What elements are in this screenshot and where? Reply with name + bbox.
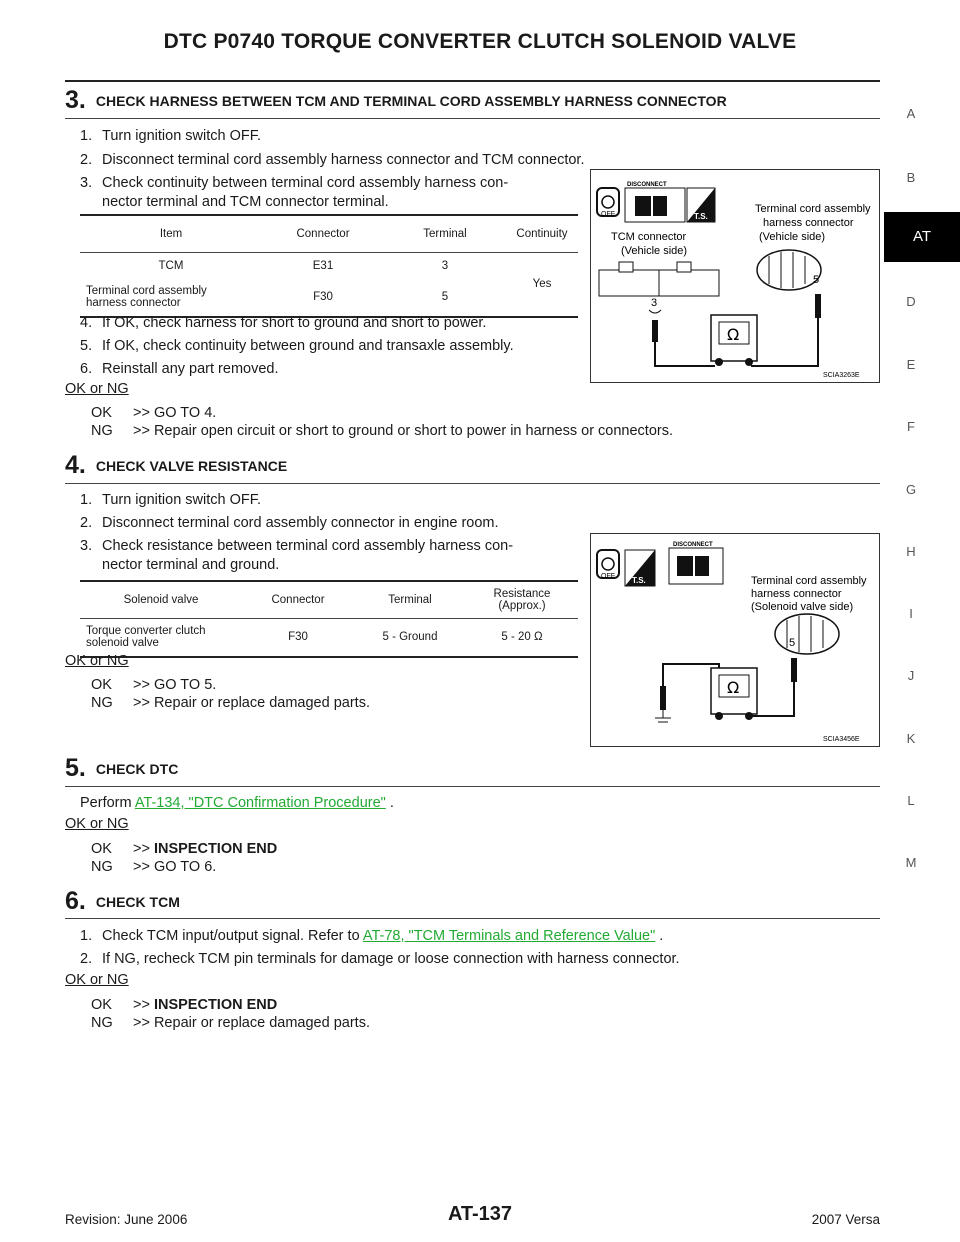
- table-row: Terminal cord assembly harness connector F30 5: [86, 285, 449, 309]
- ok-or-ng-label: OK or NG: [65, 653, 129, 669]
- side-tab-e[interactable]: E: [906, 357, 916, 372]
- link-dtc-confirmation[interactable]: AT-134, "DTC Confirmation Procedure": [134, 795, 386, 811]
- page-title: DTC P0740 TORQUE CONVERTER CLUTCH SOLENOID VALVE: [163, 30, 797, 53]
- table-row: Torque converter clutch solenoid valve F30 5 - Ground 5 - 20 Ω: [86, 625, 543, 650]
- section-title: CHECK DTC: [95, 761, 179, 777]
- section-rule: [65, 786, 880, 787]
- section-4-heading: [65, 451, 880, 480]
- side-tab-b[interactable]: B: [906, 170, 916, 185]
- step: 1. Check TCM input/output signal. Refer to AT-78, "TCM Terminals and Reference Value" .: [80, 928, 664, 944]
- svg-text:harness connector: harness connector: [751, 588, 842, 600]
- wiring-diagram: [591, 170, 879, 382]
- svg-text:TCM connector: TCM connector: [611, 231, 687, 243]
- result-ng: NG >> Repair or replace damaged parts.: [91, 1015, 370, 1031]
- footer-model: 2007 Versa: [811, 1212, 880, 1227]
- svg-text:3: 3: [651, 297, 658, 309]
- continuity-table: [80, 214, 578, 318]
- step: 1. Turn ignition switch OFF.: [80, 128, 262, 144]
- table-header: Resistance (Approx.): [466, 581, 578, 619]
- svg-text:harness connector: harness connector: [763, 217, 854, 229]
- section-rule: [65, 483, 880, 484]
- table-header: Item: [80, 215, 262, 253]
- step: 2. Disconnect terminal cord assembly harness connector and TCM connector.: [80, 152, 585, 168]
- svg-text:T.S.: T.S.: [632, 576, 646, 585]
- side-tab-m[interactable]: M: [905, 855, 917, 870]
- section-title: CHECK VALVE RESISTANCE: [95, 458, 288, 474]
- result-ng: NG >> Repair or replace damaged parts.: [91, 695, 370, 711]
- table-header: Terminal: [384, 215, 506, 253]
- result-ng: NG >> GO TO 6.: [91, 859, 217, 875]
- step: 2. If NG, recheck TCM pin terminals for damage or loose connection with harness connector.: [80, 951, 680, 967]
- svg-text:DISCONNECT: DISCONNECT: [627, 182, 667, 188]
- section-number: 5.: [65, 754, 86, 782]
- svg-text:(Solenoid valve side): (Solenoid valve side): [751, 601, 854, 613]
- result-ok: OK >> INSPECTION END: [91, 841, 278, 857]
- step-cont: nector terminal and ground.: [102, 557, 280, 573]
- side-tab-j[interactable]: J: [907, 668, 915, 683]
- table-header: Connector: [242, 581, 354, 619]
- svg-text:SCIA3456E: SCIA3456E: [823, 736, 860, 743]
- section-rule: [65, 118, 880, 119]
- footer-revision: Revision: June 2006: [65, 1212, 188, 1227]
- result-ok: OK >> GO TO 5.: [91, 677, 217, 693]
- continuity-value: Yes: [532, 278, 552, 291]
- svg-text:Terminal cord assembly: Terminal cord assembly: [755, 203, 871, 215]
- step: 1. Turn ignition switch OFF.: [80, 492, 262, 508]
- result-ok: OK >> GO TO 4.: [91, 405, 217, 421]
- table-header: Terminal: [354, 581, 466, 619]
- step: 3. Check resistance between terminal cord assembly harness con-: [80, 538, 514, 554]
- section-number: 6.: [65, 887, 86, 915]
- table-header: Solenoid valve: [80, 581, 242, 619]
- section-3-heading: [65, 86, 880, 115]
- svg-text:5: 5: [789, 637, 796, 649]
- step-cont: nector terminal and TCM connector terminal.: [102, 194, 389, 210]
- result-ok: OK >> INSPECTION END: [91, 997, 278, 1013]
- side-tab-h[interactable]: H: [906, 544, 916, 559]
- side-tab-i[interactable]: I: [909, 606, 913, 621]
- svg-text:DISCONNECT: DISCONNECT: [673, 542, 713, 548]
- side-tab-g[interactable]: G: [905, 482, 917, 497]
- step: 5. If OK, check continuity between ground and transaxle assembly.: [80, 338, 514, 354]
- svg-text:(Vehicle side): (Vehicle side): [759, 231, 826, 243]
- step: 4. If OK, check harness for short to ground and short to power.: [80, 315, 487, 331]
- svg-text:OFF: OFF: [601, 211, 615, 218]
- footer-page-number: AT-137: [447, 1203, 513, 1225]
- step: 3. Check continuity between terminal cord assembly harness con-: [80, 175, 509, 191]
- header-rule: [65, 80, 880, 82]
- figure-resistance-check: [590, 533, 880, 747]
- figure-continuity-check: [590, 169, 880, 383]
- section-title: CHECK HARNESS BETWEEN TCM AND TERMINAL CORD ASSEMBLY HARNESS CONNECTOR: [95, 93, 727, 109]
- svg-text:SCIA3263E: SCIA3263E: [823, 372, 860, 379]
- step: 6. Reinstall any part removed.: [80, 361, 279, 377]
- svg-text:Ω: Ω: [727, 325, 740, 344]
- side-tab-k[interactable]: K: [906, 731, 916, 746]
- side-tab-d[interactable]: D: [906, 294, 916, 309]
- table-header: Connector: [262, 215, 384, 253]
- svg-text:T.S.: T.S.: [694, 212, 708, 221]
- side-tab-f[interactable]: F: [907, 419, 915, 434]
- svg-text:Ω: Ω: [727, 678, 740, 697]
- side-tab-l[interactable]: L: [907, 793, 915, 808]
- section-number: 4.: [65, 451, 86, 479]
- section-rule: [65, 918, 880, 919]
- step: 2. Disconnect terminal cord assembly connector in engine room.: [80, 515, 499, 531]
- resistance-table: [80, 580, 578, 658]
- ok-or-ng-label: OK or NG: [65, 816, 129, 832]
- section-number: 3.: [65, 86, 86, 114]
- ok-or-ng-label: OK or NG: [65, 381, 129, 397]
- link-tcm-terminals[interactable]: AT-78, "TCM Terminals and Reference Value": [362, 928, 656, 944]
- side-tab-at[interactable]: AT: [884, 212, 960, 262]
- svg-text:5: 5: [813, 274, 820, 286]
- svg-text:Terminal cord assembly: Terminal cord assembly: [751, 575, 867, 587]
- section-6-heading: [65, 887, 880, 916]
- wiring-diagram: [591, 534, 879, 746]
- table-header: Continuity: [506, 215, 578, 253]
- side-tab-a[interactable]: A: [906, 106, 916, 121]
- svg-text:OFF: OFF: [601, 573, 615, 580]
- section-title: CHECK TCM: [95, 894, 180, 910]
- perform-line: Perform AT-134, "DTC Confirmation Procedure" .: [80, 795, 394, 811]
- result-ng: NG >> Repair open circuit or short to ground or short to power in harness or connectors.: [91, 423, 674, 439]
- ok-or-ng-label: OK or NG: [65, 972, 129, 988]
- section-5-heading: [65, 754, 880, 783]
- svg-text:(Vehicle side): (Vehicle side): [621, 245, 688, 257]
- table-row: TCM E31 3 Yes: [80, 253, 578, 279]
